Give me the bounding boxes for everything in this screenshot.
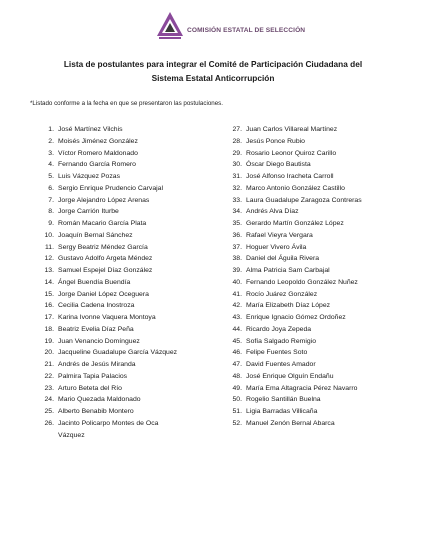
item-number: 31. (232, 173, 242, 180)
list-note: *Listado conforme a la fecha en que se presentaron las postulaciones. (30, 100, 223, 107)
applicant-name: Jorge Carrión Iturbe (58, 208, 119, 216)
header-logo (156, 11, 316, 47)
item-number: 1. (48, 126, 54, 133)
item-number: 14. (44, 278, 54, 286)
applicant-name: Joaquín Bernal Sánchez (58, 231, 133, 239)
applicant-name: Marco Antonio González Castillo (246, 184, 345, 192)
item-number: 13. (44, 267, 54, 274)
item-number: 35. (232, 220, 242, 227)
list-item (223, 159, 413, 171)
list-item (35, 383, 225, 395)
item-number: 51. (232, 408, 242, 415)
item-number: 20. (44, 349, 54, 357)
applicant-name: Vázquez (58, 431, 85, 439)
list-item (35, 195, 225, 207)
list-item (35, 242, 225, 254)
list-item (35, 394, 225, 406)
item-number: 19. (44, 337, 54, 345)
item-number: 27. (232, 126, 242, 133)
applicant-name: Andrés de Jesús Miranda (58, 361, 136, 368)
list-item (35, 300, 225, 312)
list-item (35, 430, 225, 442)
list-item (223, 312, 413, 324)
list-item (223, 383, 413, 395)
item-number: 15. (44, 290, 54, 298)
list-item (35, 336, 225, 348)
applicant-name: Alma Patricia Sam Carbajal (246, 267, 330, 274)
list-item (223, 183, 413, 195)
applicant-name: Ángel Buendía Buendía (58, 278, 131, 286)
item-number: 18. (44, 325, 54, 333)
applicant-name: Sergio Enrique Prudencio Carvajal (58, 184, 163, 192)
list-item (35, 289, 225, 301)
title-line-1: Lista de postulantes para integrar el Comité de Participación Ciudadana del (63, 59, 363, 69)
item-number: 41. (232, 290, 242, 298)
applicant-name: Gustavo Adolfo Argeta Méndez (58, 255, 153, 263)
triangle-emblem-icon (156, 11, 184, 41)
item-number: 44. (232, 325, 242, 333)
item-number: 11. (44, 243, 54, 251)
item-number: 23. (44, 384, 54, 392)
list-item (35, 136, 225, 148)
list-item (223, 418, 413, 430)
applicant-name: José Martínez Vilchis (58, 126, 123, 133)
list-item (223, 253, 413, 265)
item-number: 10. (44, 231, 54, 239)
list-item (35, 418, 225, 430)
list-item (223, 206, 413, 218)
applicant-name: Rosario Leonor Quiroz Carillo (246, 149, 337, 157)
list-item (223, 218, 413, 230)
list-item (35, 359, 225, 371)
list-item (223, 289, 413, 301)
item-number: 3. (48, 149, 54, 157)
item-number: 34. (232, 208, 242, 216)
applicant-name: Gerardo Martín González López (246, 220, 344, 227)
applicant-name: José Alfonso Iracheta Carroll (246, 173, 334, 180)
applicant-name: María Ema Altagracia Pérez Navarro (246, 384, 358, 392)
applicant-name: Román Macario García Plata (58, 220, 147, 227)
applicant-name: Palmira Tapia Palacios (58, 372, 128, 380)
applicant-name: Rafael Vieyra Vergara (246, 231, 313, 239)
applicant-name: Jacqueline Guadalupe García Vázquez (58, 349, 178, 357)
list-item (223, 195, 413, 207)
item-number: 5. (48, 173, 54, 180)
list-item (223, 336, 413, 348)
item-number: 17. (44, 314, 54, 321)
applicant-name: Ricardo Joya Zepeda (246, 325, 312, 333)
list-item (223, 371, 413, 383)
applicant-name: Sergy Beatriz Méndez García (58, 243, 148, 251)
list-item (223, 242, 413, 254)
applicant-name: Ligia Barradas Villicaña (246, 408, 318, 415)
list-item (35, 347, 225, 359)
applicant-name: Manuel Zenón Bernal Abarca (246, 419, 335, 427)
list-item (223, 148, 413, 160)
list-item (223, 324, 413, 336)
applicant-name: Jacinto Policarpo Montes de Oca (58, 419, 159, 427)
item-number: 40. (232, 278, 242, 286)
list-item (35, 265, 225, 277)
applicant-name: Jorge Alejandro López Arenas (58, 196, 150, 204)
applicant-name: Óscar Diego Bautista (246, 161, 311, 169)
list-item (223, 171, 413, 183)
item-number: 8. (48, 208, 54, 216)
list-item (35, 324, 225, 336)
applicant-name: David Fuentes Amador (246, 361, 316, 368)
applicant-name: Samuel Espejel Díaz González (58, 267, 153, 274)
item-number: 48. (232, 372, 242, 380)
item-number: 22. (44, 372, 54, 380)
list-item (35, 218, 225, 230)
list-item (35, 371, 225, 383)
list-item (35, 124, 225, 136)
applicant-name: María Elizabeth Díaz López (246, 302, 331, 310)
applicant-name: Mario Quezada Maldonado (58, 396, 141, 404)
list-item (35, 171, 225, 183)
item-number: 32. (232, 184, 242, 192)
applicant-name: Daniel del Águila Rivera (246, 255, 320, 263)
item-number: 37. (232, 243, 242, 251)
applicant-name: Luis Vázquez Pozas (58, 173, 121, 180)
list-item (35, 253, 225, 265)
item-number: 28. (232, 137, 242, 145)
item-number: 45. (232, 337, 242, 345)
item-number: 12. (44, 255, 54, 263)
item-number: 33. (232, 196, 242, 204)
item-number: 21. (44, 361, 54, 368)
applicant-name: Rogelio Santillán Buelna (246, 396, 321, 404)
item-number: 42. (232, 302, 242, 310)
applicant-name: José Enrique Olguín Endañu (246, 372, 334, 380)
list-item (223, 394, 413, 406)
applicant-name: Arturo Beteta del Río (58, 384, 122, 392)
applicant-name: Enrique Ignacio Gómez Ordoñez (246, 314, 346, 321)
item-number: 39. (232, 267, 242, 274)
applicant-name: Fernando Leopoldo González Nuñez (246, 278, 358, 286)
applicant-name: Moisés Jiménez González (58, 137, 138, 145)
list-item (35, 159, 225, 171)
logo-text: COMISIÓN ESTATAL DE SELECCIÓN (187, 27, 306, 34)
list-item (223, 347, 413, 359)
applicant-name: Andrés Alva Díaz (246, 208, 299, 216)
applicant-name: Karina Ivonne Vaquera Montoya (58, 314, 156, 321)
list-item (35, 148, 225, 160)
item-number: 49. (232, 384, 242, 392)
title-line-2: Sistema Estatal Anticorrupción (151, 73, 275, 83)
applicant-name: Víctor Romero Maldonado (58, 149, 138, 157)
applicant-name: Sofía Salgado Remigio (246, 337, 317, 345)
list-item (35, 277, 225, 289)
applicant-list-right (223, 124, 413, 430)
item-number: 2. (48, 137, 54, 145)
applicant-name: Alberto Benabib Montero (58, 408, 134, 415)
item-number (35, 430, 58, 442)
applicant-name: Rocío Juárez González (246, 290, 318, 298)
item-number: 6. (48, 184, 54, 192)
list-item (35, 183, 225, 195)
list-item (223, 265, 413, 277)
list-item (223, 300, 413, 312)
applicant-name: Cecilia Cadena Inostroza (58, 302, 135, 310)
item-number: 43. (232, 314, 242, 321)
list-item (35, 312, 225, 324)
item-number: 4. (48, 161, 54, 169)
list-item (223, 136, 413, 148)
list-item (223, 406, 413, 418)
item-number: 47. (232, 361, 242, 368)
list-item (35, 206, 225, 218)
list-item (223, 359, 413, 371)
applicant-name: Jorge Daniel López Oceguera (58, 290, 149, 298)
item-number: 29. (232, 149, 242, 157)
item-number: 30. (232, 161, 242, 169)
applicant-name: Felipe Fuentes Soto (246, 349, 308, 357)
item-number: 52. (232, 419, 242, 427)
applicant-name: Juan Venancio Domínguez (58, 337, 140, 345)
applicant-name: Jesús Ponce Rubio (246, 137, 305, 145)
applicant-name: Hoguer Vivero Ávila (246, 243, 307, 251)
list-item (223, 277, 413, 289)
list-item (223, 124, 413, 136)
applicant-name: Laura Guadalupe Zaragoza Contreras (246, 196, 362, 204)
item-number: 46. (232, 349, 242, 357)
item-number: 38. (232, 255, 242, 263)
list-item (223, 230, 413, 242)
list-item (35, 406, 225, 418)
item-number: 9. (48, 220, 54, 227)
item-number: 50. (232, 396, 242, 404)
item-number: 24. (44, 396, 54, 404)
item-number: 25. (44, 408, 54, 415)
applicant-name: Juan Carlos Villareal Martínez (246, 126, 338, 133)
item-number: 26. (44, 419, 54, 427)
page-title (0, 57, 426, 85)
applicant-name: Beatriz Evelia Díaz Peña (58, 325, 134, 333)
item-number: 16. (44, 302, 54, 310)
item-number: 36. (232, 231, 242, 239)
list-item (35, 230, 225, 242)
item-number: 7. (48, 196, 54, 204)
applicant-name: Fernando García Romero (58, 161, 136, 169)
applicant-list-left (35, 124, 225, 441)
